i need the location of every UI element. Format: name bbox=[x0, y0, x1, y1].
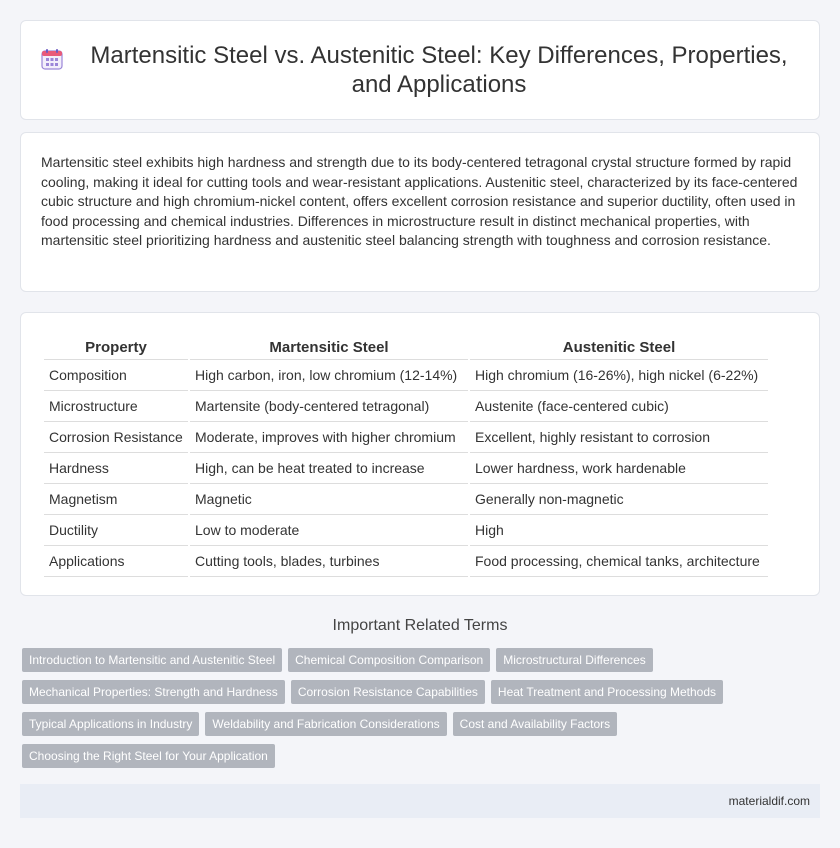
table-header-row bbox=[44, 333, 768, 360]
comparison-table-card bbox=[20, 312, 820, 596]
header-inner bbox=[40, 41, 800, 99]
calendar-icon bbox=[40, 47, 64, 71]
related-tag[interactable]: Heat Treatment and Processing Methods bbox=[491, 680, 723, 704]
table-cell: Lower hardness, work hardenable bbox=[470, 453, 768, 484]
table-cell: Austenite (face-centered cubic) bbox=[470, 391, 768, 422]
header-card bbox=[20, 20, 820, 120]
related-tag[interactable]: Corrosion Resistance Capabilities bbox=[291, 680, 485, 704]
table-cell: Magnetism bbox=[44, 484, 188, 515]
table-cell: Composition bbox=[44, 360, 188, 391]
table-cell: Food processing, chemical tanks, architecture bbox=[470, 546, 768, 577]
table-cell: Excellent, highly resistant to corrosion bbox=[470, 422, 768, 453]
table-cell: Applications bbox=[44, 546, 188, 577]
intro-text: Martensitic steel exhibits high hardness and strength due to its body-centered tetragonal crystal structure formed by rapid cooling, making it ideal for cutting tools and wear-resistant applications. Austenitic steel, characterized by its face-centered cubic structure and high chromium-nickel content, offers excellent corrosion resistance and superior ductility, often used in food processing and chemical industries. Differences in microstructure result in distinct mechanical properties, with martensitic steel prioritizing hardness and austenitic steel balancing strength with toughness and corrosion resistance. bbox=[41, 154, 798, 249]
related-tag[interactable]: Mechanical Properties: Strength and Hardness bbox=[22, 680, 285, 704]
related-tag[interactable]: Weldability and Fabrication Considerations bbox=[205, 712, 446, 736]
related-tag[interactable]: Chemical Composition Comparison bbox=[288, 648, 490, 672]
table-row bbox=[44, 360, 768, 391]
comparison-table bbox=[42, 333, 770, 577]
table-row bbox=[44, 453, 768, 484]
table-cell: High, can be heat treated to increase bbox=[190, 453, 468, 484]
table-cell: Magnetic bbox=[190, 484, 468, 515]
related-tag[interactable]: Microstructural Differences bbox=[496, 648, 653, 672]
table-cell: Cutting tools, blades, turbines bbox=[190, 546, 468, 577]
table-cell: Hardness bbox=[44, 453, 188, 484]
header-austenitic: Austenitic Steel bbox=[470, 333, 768, 360]
table-cell: Martensite (body-centered tetragonal) bbox=[190, 391, 468, 422]
footer-site-link[interactable]: materialdif.com bbox=[728, 794, 810, 808]
footer bbox=[20, 784, 820, 818]
table-cell: Corrosion Resistance bbox=[44, 422, 188, 453]
table-cell: Moderate, improves with higher chromium bbox=[190, 422, 468, 453]
header-martensitic: Martensitic Steel bbox=[190, 333, 468, 360]
related-tag[interactable]: Cost and Availability Factors bbox=[453, 712, 618, 736]
related-tag[interactable]: Introduction to Martensitic and Austenitic Steel bbox=[22, 648, 282, 672]
table-row bbox=[44, 422, 768, 453]
related-terms-title: Important Related Terms bbox=[332, 617, 508, 634]
related-tag[interactable]: Typical Applications in Industry bbox=[22, 712, 199, 736]
table-cell: High bbox=[470, 515, 768, 546]
table-cell: Microstructure bbox=[44, 391, 188, 422]
table-row bbox=[44, 484, 768, 515]
page-title: Martensitic Steel vs. Austenitic Steel: Key Differences, Properties, and Applications bbox=[90, 42, 788, 98]
table-cell: Generally non-magnetic bbox=[470, 484, 768, 515]
table-cell: Ductility bbox=[44, 515, 188, 546]
intro-card bbox=[20, 132, 820, 292]
related-terms-tags bbox=[22, 648, 822, 768]
table-cell: High carbon, iron, low chromium (12-14%) bbox=[190, 360, 468, 391]
related-tag[interactable]: Choosing the Right Steel for Your Application bbox=[22, 744, 275, 768]
table-cell: Low to moderate bbox=[190, 515, 468, 546]
table-row bbox=[44, 546, 768, 577]
header-property: Property bbox=[44, 333, 188, 360]
table-cell: High chromium (16-26%), high nickel (6-22%) bbox=[470, 360, 768, 391]
table-row bbox=[44, 391, 768, 422]
table-row bbox=[44, 515, 768, 546]
